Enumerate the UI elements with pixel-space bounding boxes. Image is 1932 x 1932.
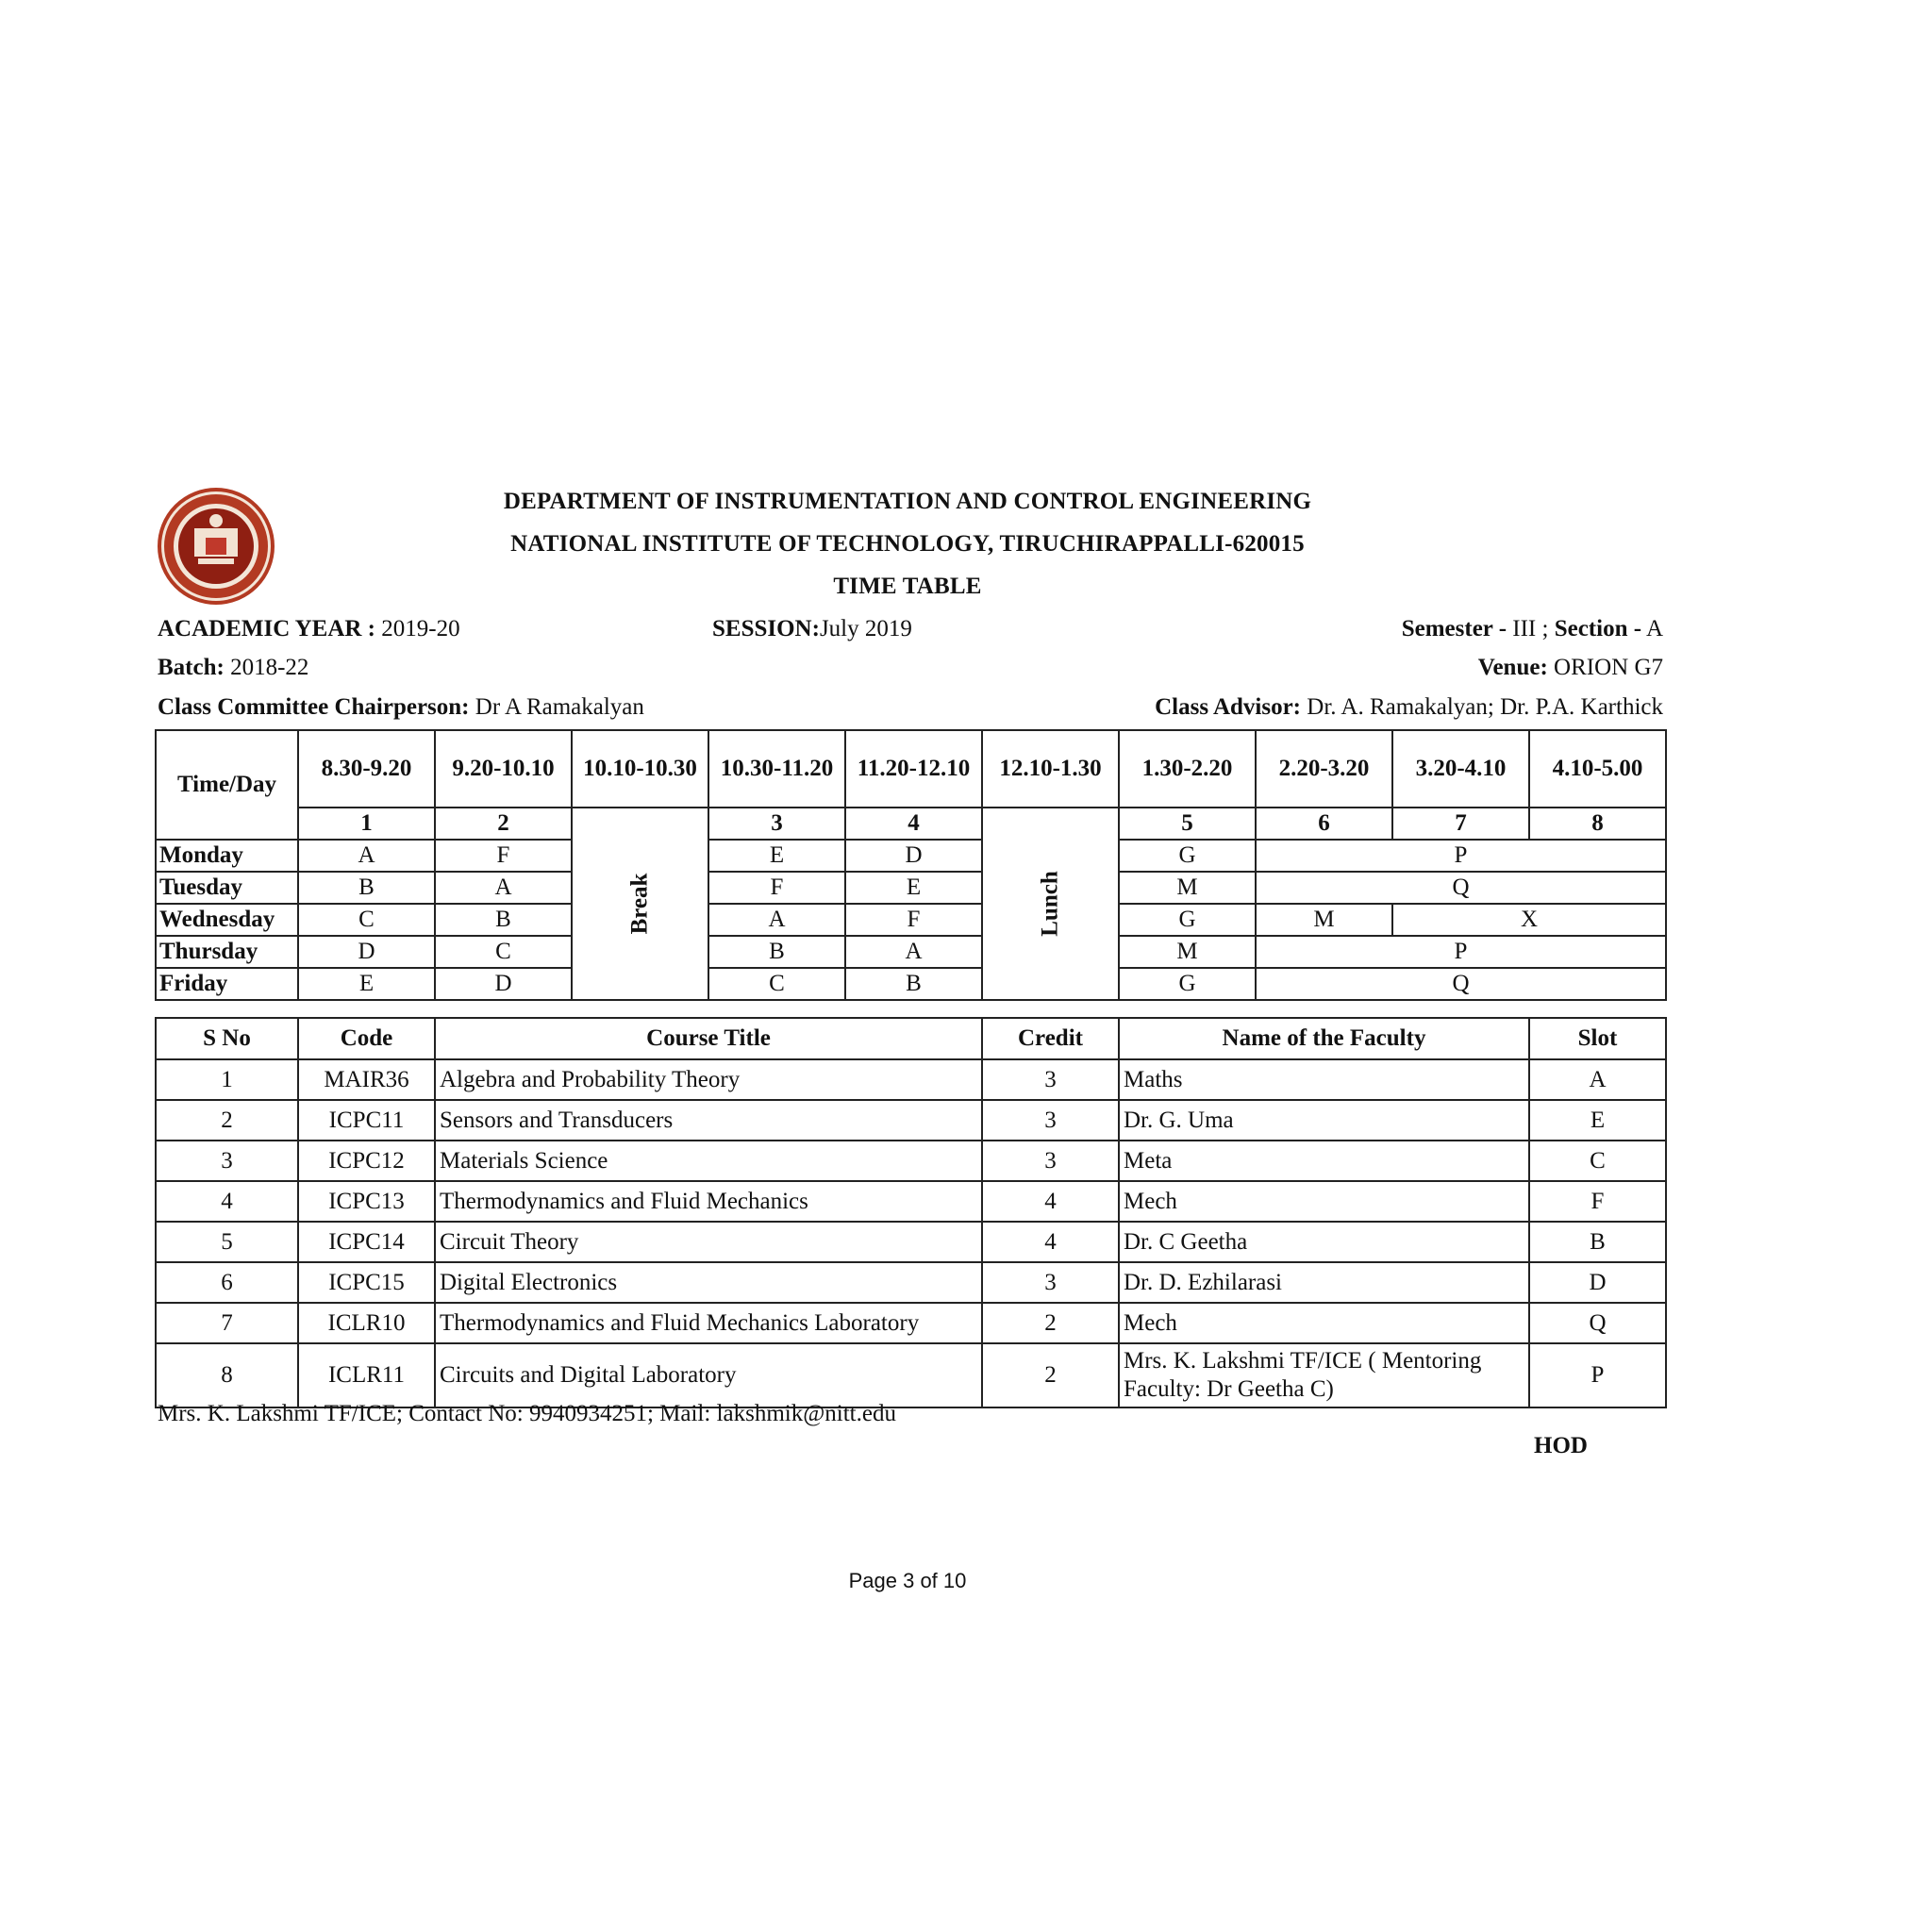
slot-cell: E [298, 968, 435, 1000]
day-name: Wednesday [156, 904, 298, 936]
slot-cell: G [1119, 968, 1256, 1000]
time-slot-header: 4.10-5.00 [1529, 730, 1666, 808]
session-label: SESSION: [712, 616, 820, 641]
time-slot-header: 10.30-11.20 [708, 730, 845, 808]
contact-line: Mrs. K. Lakshmi TF/ICE; Contact No: 9940934251; Mail: lakshmik@nitt.edu [158, 1401, 896, 1426]
time-slot-header: 10.10-10.30 [572, 730, 708, 808]
page-number: Page 3 of 10 [848, 1569, 967, 1592]
course-slot: A [1529, 1059, 1666, 1100]
slot-cell: G [1119, 904, 1256, 936]
institute-title: NATIONAL INSTITUTE OF TECHNOLOGY, TIRUCHIRAPPALLI-620015 [510, 531, 1305, 557]
course-row [156, 1141, 1666, 1181]
title-header: Course Title [435, 1018, 982, 1059]
time-slot-header: 11.20-12.10 [845, 730, 982, 808]
slot-cell: Q [1256, 872, 1666, 904]
period-number-row [156, 808, 1666, 840]
day-row-monday [156, 840, 1666, 872]
course-header-row [156, 1018, 1666, 1059]
credit-header: Credit [982, 1018, 1119, 1059]
course-slot: E [1529, 1100, 1666, 1141]
course-row [156, 1181, 1666, 1222]
academic-year-label: ACADEMIC YEAR : [158, 616, 376, 641]
day-name: Tuesday [156, 872, 298, 904]
day-name: Monday [156, 840, 298, 872]
course-sno: 3 [156, 1141, 298, 1181]
course-row [156, 1059, 1666, 1100]
chairperson-label: Class Committee Chairperson: [158, 694, 470, 720]
slot-cell: A [708, 904, 845, 936]
course-credit: 3 [982, 1059, 1119, 1100]
slot-cell: C [435, 936, 572, 968]
slot-cell: M [1119, 936, 1256, 968]
code-header: Code [298, 1018, 435, 1059]
slot-cell: B [845, 968, 982, 1000]
course-code: ICLR10 [298, 1303, 435, 1343]
slot-header: Slot [1529, 1018, 1666, 1059]
course-title: Digital Electronics [435, 1262, 982, 1303]
period-number: 1 [298, 808, 435, 840]
course-credit: 3 [982, 1100, 1119, 1141]
venue [1478, 655, 1663, 681]
course-title: Materials Science [435, 1141, 982, 1181]
day-row-friday [156, 968, 1666, 1000]
slot-cell: F [435, 840, 572, 872]
course-code: ICPC12 [298, 1141, 435, 1181]
course-faculty [1119, 1343, 1529, 1407]
course-credit: 4 [982, 1222, 1119, 1262]
slot-cell: B [708, 936, 845, 968]
batch-value: 2018-22 [230, 655, 309, 680]
course-faculty: Mech [1119, 1181, 1529, 1222]
course-sno: 5 [156, 1222, 298, 1262]
period-number: 2 [435, 808, 572, 840]
course-faculty-line: Faculty: Dr Geetha C) [1124, 1376, 1334, 1402]
slot-cell: P [1256, 936, 1666, 968]
course-credit: 3 [982, 1262, 1119, 1303]
period-number: 4 [845, 808, 982, 840]
document-title: TIME TABLE [833, 574, 982, 599]
class-advisor [1155, 694, 1663, 721]
slot-cell: Q [1256, 968, 1666, 1000]
time-slot-header: 3.20-4.10 [1392, 730, 1529, 808]
course-row [156, 1343, 1666, 1407]
slot-cell: D [298, 936, 435, 968]
course-code: ICPC13 [298, 1181, 435, 1222]
course-title: Thermodynamics and Fluid Mechanics [435, 1181, 982, 1222]
course-faculty: Mech [1119, 1303, 1529, 1343]
course-row [156, 1222, 1666, 1262]
period-number: 3 [708, 808, 845, 840]
day-row-tuesday [156, 872, 1666, 904]
course-title: Circuits and Digital Laboratory [435, 1343, 982, 1407]
course-title: Circuit Theory [435, 1222, 982, 1262]
semester-label: Semester - [1401, 616, 1507, 641]
course-slot: D [1529, 1262, 1666, 1303]
venue-label: Venue: [1477, 655, 1548, 680]
course-table [155, 1017, 1667, 1408]
slot-cell: M [1256, 904, 1392, 936]
time-slot-header: 2.20-3.20 [1256, 730, 1392, 808]
course-code: MAIR36 [298, 1059, 435, 1100]
venue-value: ORION G7 [1554, 655, 1663, 680]
batch-label: Batch: [158, 655, 225, 680]
course-sno: 1 [156, 1059, 298, 1100]
class-advisor-label: Class Advisor: [1155, 694, 1302, 720]
course-faculty: Dr. C Geetha [1119, 1222, 1529, 1262]
section-value: A [1645, 616, 1663, 641]
semester-value: III ; [1512, 616, 1549, 641]
course-slot: P [1529, 1343, 1666, 1407]
slot-cell: C [298, 904, 435, 936]
day-name: Thursday [156, 936, 298, 968]
hod-signature-label: HOD [1534, 1433, 1588, 1458]
slot-cell: F [845, 904, 982, 936]
lunch-cell [982, 808, 1119, 1000]
period-number: 7 [1392, 808, 1529, 840]
time-slot-header: 1.30-2.20 [1119, 730, 1256, 808]
slot-cell: A [845, 936, 982, 968]
course-slot: B [1529, 1222, 1666, 1262]
period-number: 5 [1119, 808, 1256, 840]
batch [158, 655, 308, 681]
chairperson [158, 694, 644, 721]
slot-cell: E [708, 840, 845, 872]
semester-section [1402, 616, 1663, 642]
academic-year [158, 616, 460, 642]
course-slot: F [1529, 1181, 1666, 1222]
slot-cell: P [1256, 840, 1666, 872]
course-credit: 2 [982, 1303, 1119, 1343]
academic-year-value: 2019-20 [381, 616, 460, 641]
course-row [156, 1100, 1666, 1141]
course-credit: 2 [982, 1343, 1119, 1407]
course-faculty: Dr. G. Uma [1119, 1100, 1529, 1141]
course-sno: 2 [156, 1100, 298, 1141]
section-label: Section - [1554, 616, 1642, 641]
course-row [156, 1303, 1666, 1343]
lunch-label: Lunch [1037, 871, 1063, 937]
course-credit: 3 [982, 1141, 1119, 1181]
slot-cell: D [435, 968, 572, 1000]
timetable [155, 729, 1667, 1001]
course-row [156, 1262, 1666, 1303]
course-sno: 7 [156, 1303, 298, 1343]
slot-cell: B [298, 872, 435, 904]
time-slot-header: 12.10-1.30 [982, 730, 1119, 808]
slot-cell: C [708, 968, 845, 1000]
course-code: ICPC14 [298, 1222, 435, 1262]
slot-cell: A [298, 840, 435, 872]
course-faculty: Meta [1119, 1141, 1529, 1181]
course-slot: Q [1529, 1303, 1666, 1343]
class-advisor-value: Dr. A. Ramakalyan; Dr. P.A. Karthick [1307, 694, 1663, 720]
time-slot-header: 8.30-9.20 [298, 730, 435, 808]
slot-cell: E [845, 872, 982, 904]
day-row-thursday [156, 936, 1666, 968]
timetable-header-row [156, 730, 1666, 808]
period-number: 6 [1256, 808, 1392, 840]
session-value: July 2019 [819, 616, 912, 641]
course-faculty: Maths [1119, 1059, 1529, 1100]
break-cell [572, 808, 708, 1000]
slot-cell: G [1119, 840, 1256, 872]
faculty-header: Name of the Faculty [1119, 1018, 1529, 1059]
course-title: Sensors and Transducers [435, 1100, 982, 1141]
time-day-header: Time/Day [156, 730, 298, 840]
slot-cell: X [1392, 904, 1666, 936]
day-row-wednesday [156, 904, 1666, 936]
course-sno: 6 [156, 1262, 298, 1303]
course-slot: C [1529, 1141, 1666, 1181]
slot-cell: M [1119, 872, 1256, 904]
slot-cell: A [435, 872, 572, 904]
course-faculty-line: Mrs. K. Lakshmi TF/ICE ( Mentoring [1124, 1348, 1482, 1374]
course-code: ICPC15 [298, 1262, 435, 1303]
course-sno: 8 [156, 1343, 298, 1407]
sno-header: S No [156, 1018, 298, 1059]
period-number: 8 [1529, 808, 1666, 840]
course-credit: 4 [982, 1181, 1119, 1222]
course-code: ICPC11 [298, 1100, 435, 1141]
department-title: DEPARTMENT OF INSTRUMENTATION AND CONTROL ENGINEERING [503, 489, 1312, 514]
session [712, 616, 912, 642]
course-title: Thermodynamics and Fluid Mechanics Laboratory [435, 1303, 982, 1343]
slot-cell: F [708, 872, 845, 904]
course-sno: 4 [156, 1181, 298, 1222]
day-name: Friday [156, 968, 298, 1000]
course-code: ICLR11 [298, 1343, 435, 1407]
time-slot-header: 9.20-10.10 [435, 730, 572, 808]
break-label: Break [626, 873, 653, 935]
slot-cell: D [845, 840, 982, 872]
course-faculty: Dr. D. Ezhilarasi [1119, 1262, 1529, 1303]
slot-cell: B [435, 904, 572, 936]
course-title: Algebra and Probability Theory [435, 1059, 982, 1100]
chairperson-value: Dr A Ramakalyan [475, 694, 644, 720]
